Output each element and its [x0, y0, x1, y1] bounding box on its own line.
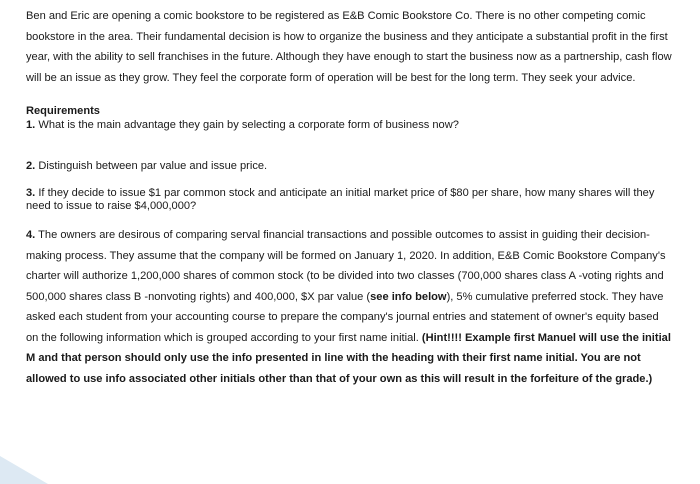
corner-decoration	[0, 444, 60, 484]
question-2-number: 2.	[26, 160, 36, 173]
question-4-hint: (Hint!!!! Example first Manuel will use the initial M and that person should only use the info presented in line with the heading with their first name initial. You are not allowed to use info associated other initials other than that of your own as this will result in the forfeiture of the grade.)	[26, 331, 671, 385]
requirements-heading: Requirements	[26, 105, 100, 118]
question-3-text: If they decide to issue $1 par common stock and anticipate an initial market price of $80 per share, how many shares will they need to issue to raise $4,000,000?	[26, 187, 655, 213]
question-4-see-info: see info below	[370, 290, 447, 303]
question-1	[26, 118, 674, 132]
question-1-number: 1.	[26, 119, 36, 132]
intro-paragraph: Ben and Eric are opening a comic bookstore to be registered as E&B Comic Bookstore Co. There is no other competing comic bookstore in the area. Their fundamental decision is how to organize the business and they anticipate a substantial profit in the first year, with the ability to sell franchises in the future. Although they have enough to start the business now as a partnership, cash flow will be an issue as they grow. They feel the corporate form of operation will be best for the long term. They seek your advice.	[26, 10, 672, 84]
document-page	[26, 6, 674, 389]
question-1-text: What is the main advantage they gain by selecting a corporate form of business now?	[35, 119, 459, 132]
question-2-text: Distinguish between par value and issue price.	[35, 160, 268, 173]
question-2	[26, 159, 674, 173]
question-3	[26, 187, 674, 213]
question-3-number: 3.	[26, 187, 36, 200]
question-4	[26, 225, 674, 389]
question-4-text-a: The owners are desirous of comparing serval financial transactions and possible outcomes to assist in guiding their decision-making process. They assume that the company will be formed on January 1, 2020. In addition, E&B Comic Bookstore Company's charter will authorize 1,200,000 shares of common stock (to be divided into two classes (700,000 shares class A -voting rights and 500,000 shares class B -nonvoting rights) and 400,000, $X par value (	[26, 229, 666, 303]
question-4-text-c: ), 5% cumulative preferred stock. They have asked each student from your accounting course to prepare the company's journal entries and statement of owner's equity based on the following information which is grouped according to your first name initial.	[26, 290, 664, 344]
question-4-number: 4.	[26, 229, 36, 242]
